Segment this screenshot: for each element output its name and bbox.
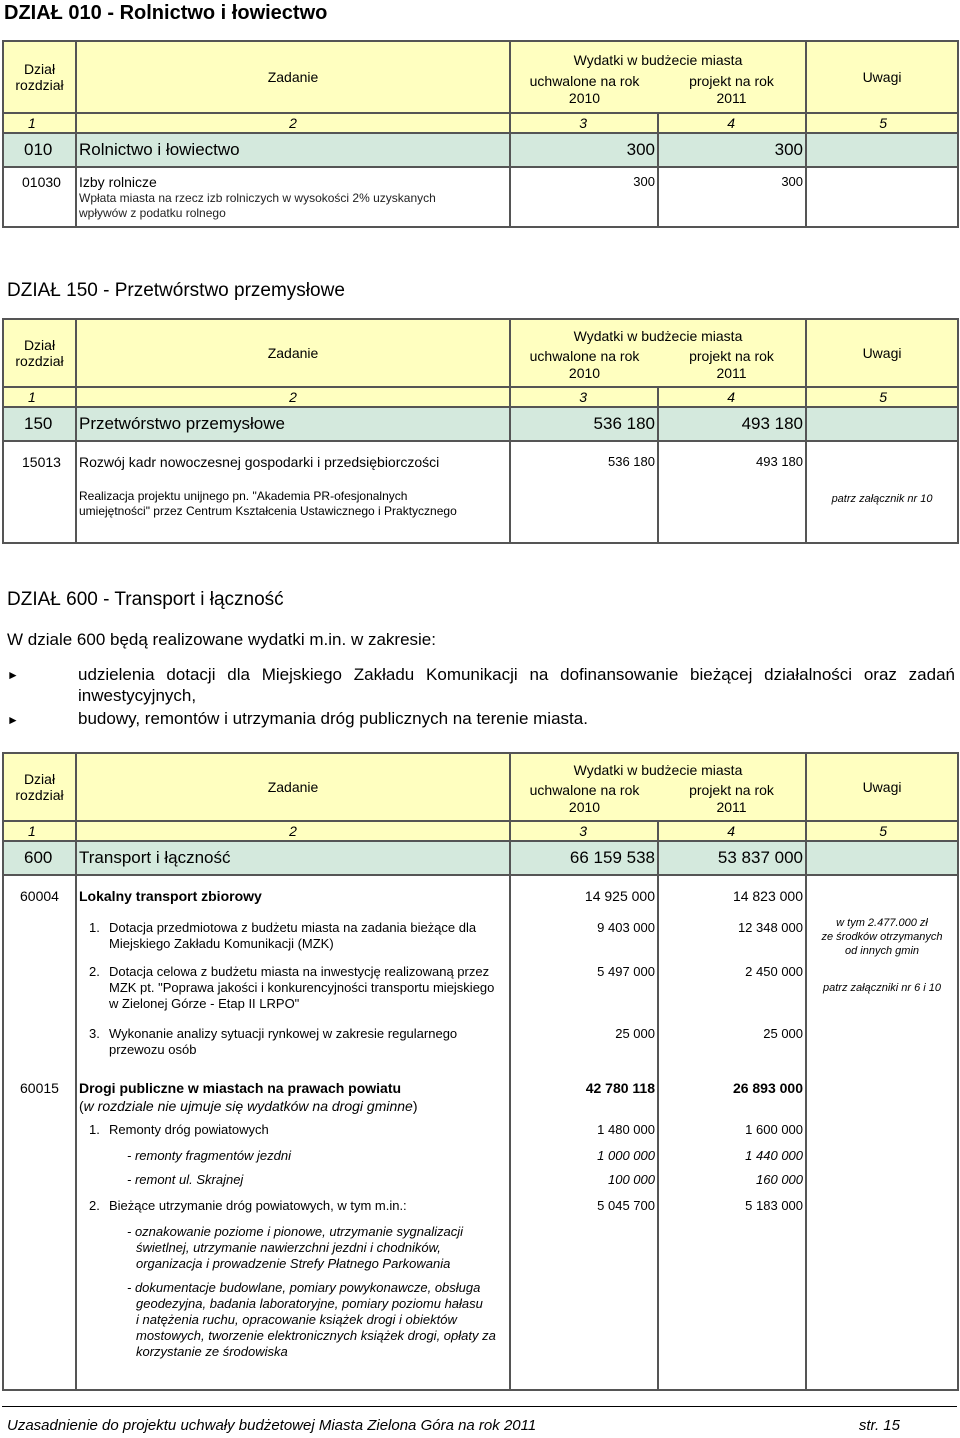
bullet-1: udzielenia dotacji dla Miejskiego Zakładu Komunikacji na dofinansowanie bieżącej działalności oraz zadań inwestycyjnych, [78, 665, 955, 705]
section-title-150: DZIAŁ 150 - Przetwórstwo przemysłowe [7, 280, 345, 301]
bullet-icon: ► [7, 668, 19, 682]
table-150: Dział rozdział Zadanie Wydatki w budżecie miasta uchwalone na rok 2010 projekt na rok 2011 Uwagi 1 2 3 4 5 150 Przetwórstwo przemysłowe 536 180 493 180 15013 Rozwój kadr nowoczesnej gospodarki i przedsiębiorczości Realizacja projektu unijnego pn. "Akademia PR-ofesjonalnych umiejętności" przez Centrum Kształcenia Ustawicznego i Praktycznego 536 180 493 180 patrz załącznik nr 10 [2, 318, 959, 544]
section-title-010: DZIAŁ 010 - Rolnictwo i łowiectwo [4, 2, 328, 24]
dzial-code: 010 [3, 133, 76, 167]
bullet-2: budowy, remontów i utrzymania dróg publicznych na terenie miasta. [78, 709, 588, 728]
col-zadanie: Zadanie [76, 41, 510, 113]
table-600: Dział rozdział Zadanie Wydatki w budżecie miasta uchwalone na rok 2010 projekt na rok 2011 Uwagi 1 2 3 4 5 600 Transport i łączność 66 159 538 53 837 000 60004 60015 Lokalny transport zbiorowy 1. Dotacja przedmiotowa z budżetu miasta na zadania bieżące dla Miejskiego Zakładu Komunikacji (MZK) 2. Dotacja celowa z budżetu miasta na inwestycję realizowaną przez MZK pt. "Poprawa jakości i konkurencyjności transportu miejskiego w Zielonej Górze - Etap II LRPO" 3. Wykonanie analizy sytuacji rynkowej w zakresie regularnego przewozu osób Drogi publiczne w miastach na prawach powiatu (w rozdziale nie ujmuje się wydatków na drogi gminne) 1. Remonty dróg powiatowych - remonty fragmentów jezdni - remont ul. Skrajnej 2. Bieżące utrzymanie dróg powiatowych, w tym m.in.: - oznakowanie poziome i pionowe, utrzymanie sygnalizacji świetlnej, utrzymanie nawierzchni jezdni i chodników, organizacja i prowadzenie Strefy Płatnego Parkowania - dokumentacje budowlane, pomiary powykonawcze, obsługa geodezyjna, badania laboratoryjne, pomiary poziomu hałasu i natężenia ruchu, opracowanie książek drogi i obiektów mostowych, tworzenie elektronicznych książek drogi, opłaty za korzystanie ze środowiska 14 925 000 9 403 000 5 497 000 25 000 42 780 118 1 480 000 1 000 000 100 000 5 045 700 14 823 000 12 348 000 2 450 000 25 000 26 893 000 1 600 000 1 440 000 160 000 5 183 000 w tym 2.477.000 zł ze środków otrzymanych od innych gmin patrz załączniki nr 6 i 10 [2, 752, 959, 1391]
dzial-v2011: 300 [658, 133, 806, 167]
footer-rule [2, 1406, 957, 1407]
col-wydatki: Wydatki w budżecie miasta uchwalone na rok 2010 projekt na rok 2011 [510, 41, 806, 113]
section-intro: W dziale 600 będą realizowane wydatki m.in. w zakresie: [7, 630, 436, 649]
col-uwagi: Uwagi [806, 41, 958, 113]
footer-text: Uzasadnienie do projektu uchwały budżetowej Miasta Zielona Góra na rok 2011 [7, 1417, 537, 1434]
section-title-600: DZIAŁ 600 - Transport i łączność [7, 589, 284, 610]
rozdzialy-600: 60004 60015 Lokalny transport zbiorowy 1. Dotacja przedmiotowa z budżetu miasta na zadania bieżące dla Miejskiego Zakładu Komunikacji (MZK) 2. Dotacja celowa z budżetu miasta na inwestycję realizowaną przez MZK pt. "Poprawa jakości i konkurencyjności transportu miejskiego w Zielonej Górze - Etap II LRPO" 3. Wykonanie analizy sytuacji rynkowej w zakresie regularnego przewozu osób Drogi publiczne w miastach na prawach powiatu (w rozdziale nie ujmuje się wydatków na drogi gminne) 1. Remonty dróg powiatowych - remonty fragmentów jezdni - remont ul. Skrajnej 2. Bieżące utrzymanie dróg powiatowych, w tym m.in.: - oznakowanie poziome i pionowe, utrzymanie sygnalizacji świetlnej, utrzymanie nawierzchni jezdni i chodników, organizacja i prowadzenie Strefy Płatnego Parkowania - dokumentacje budowlane, pomiary powykonawcze, obsługa geodezyjna, badania laboratoryjne, pomiary poziomu hałasu i natężenia ruchu, opracowanie książek drogi i obiektów mostowych, tworzenie elektronicznych książek drogi, opłaty za korzystanie ze środowiska 14 925 000 9 403 000 5 497 000 25 000 42 780 118 1 480 000 1 000 000 100 000 5 045 700 14 823 000 12 348 000 2 450 000 25 000 26 893 000 1 600 000 1 440 000 160 000 5 183 000 w tym 2.477.000 zł ze środków otrzymanych od innych gmin patrz załączniki nr 6 i 10 [3, 875, 958, 1390]
rozdzial-desc: Izby rolnicze Wpłata miasta na rzecz izb rolniczych w wysokości 2% uzyskanych wpływów z podatku rolnego [76, 167, 510, 227]
col-dzial: Dział rozdział [3, 41, 76, 113]
dzial-v2010: 300 [510, 133, 658, 167]
page-number: str. 15 [858, 1417, 900, 1434]
bullet-icon: ► [7, 713, 19, 727]
rozdzial-code: 01030 [3, 167, 76, 227]
table-010: Dział rozdział Zadanie Wydatki w budżecie miasta uchwalone na rok 2010 projekt na rok 2011 Uwagi 1 2 3 4 5 010 Rolnictwo i łowiectwo 300 300 01030 Izby rolnicze Wpłata miasta na rzecz izb rolniczych w wysokości 2% uzyskanych wpływów z podatku rolnego 300 300 [2, 40, 959, 228]
dzial-name: Rolnictwo i łowiectwo [76, 133, 510, 167]
